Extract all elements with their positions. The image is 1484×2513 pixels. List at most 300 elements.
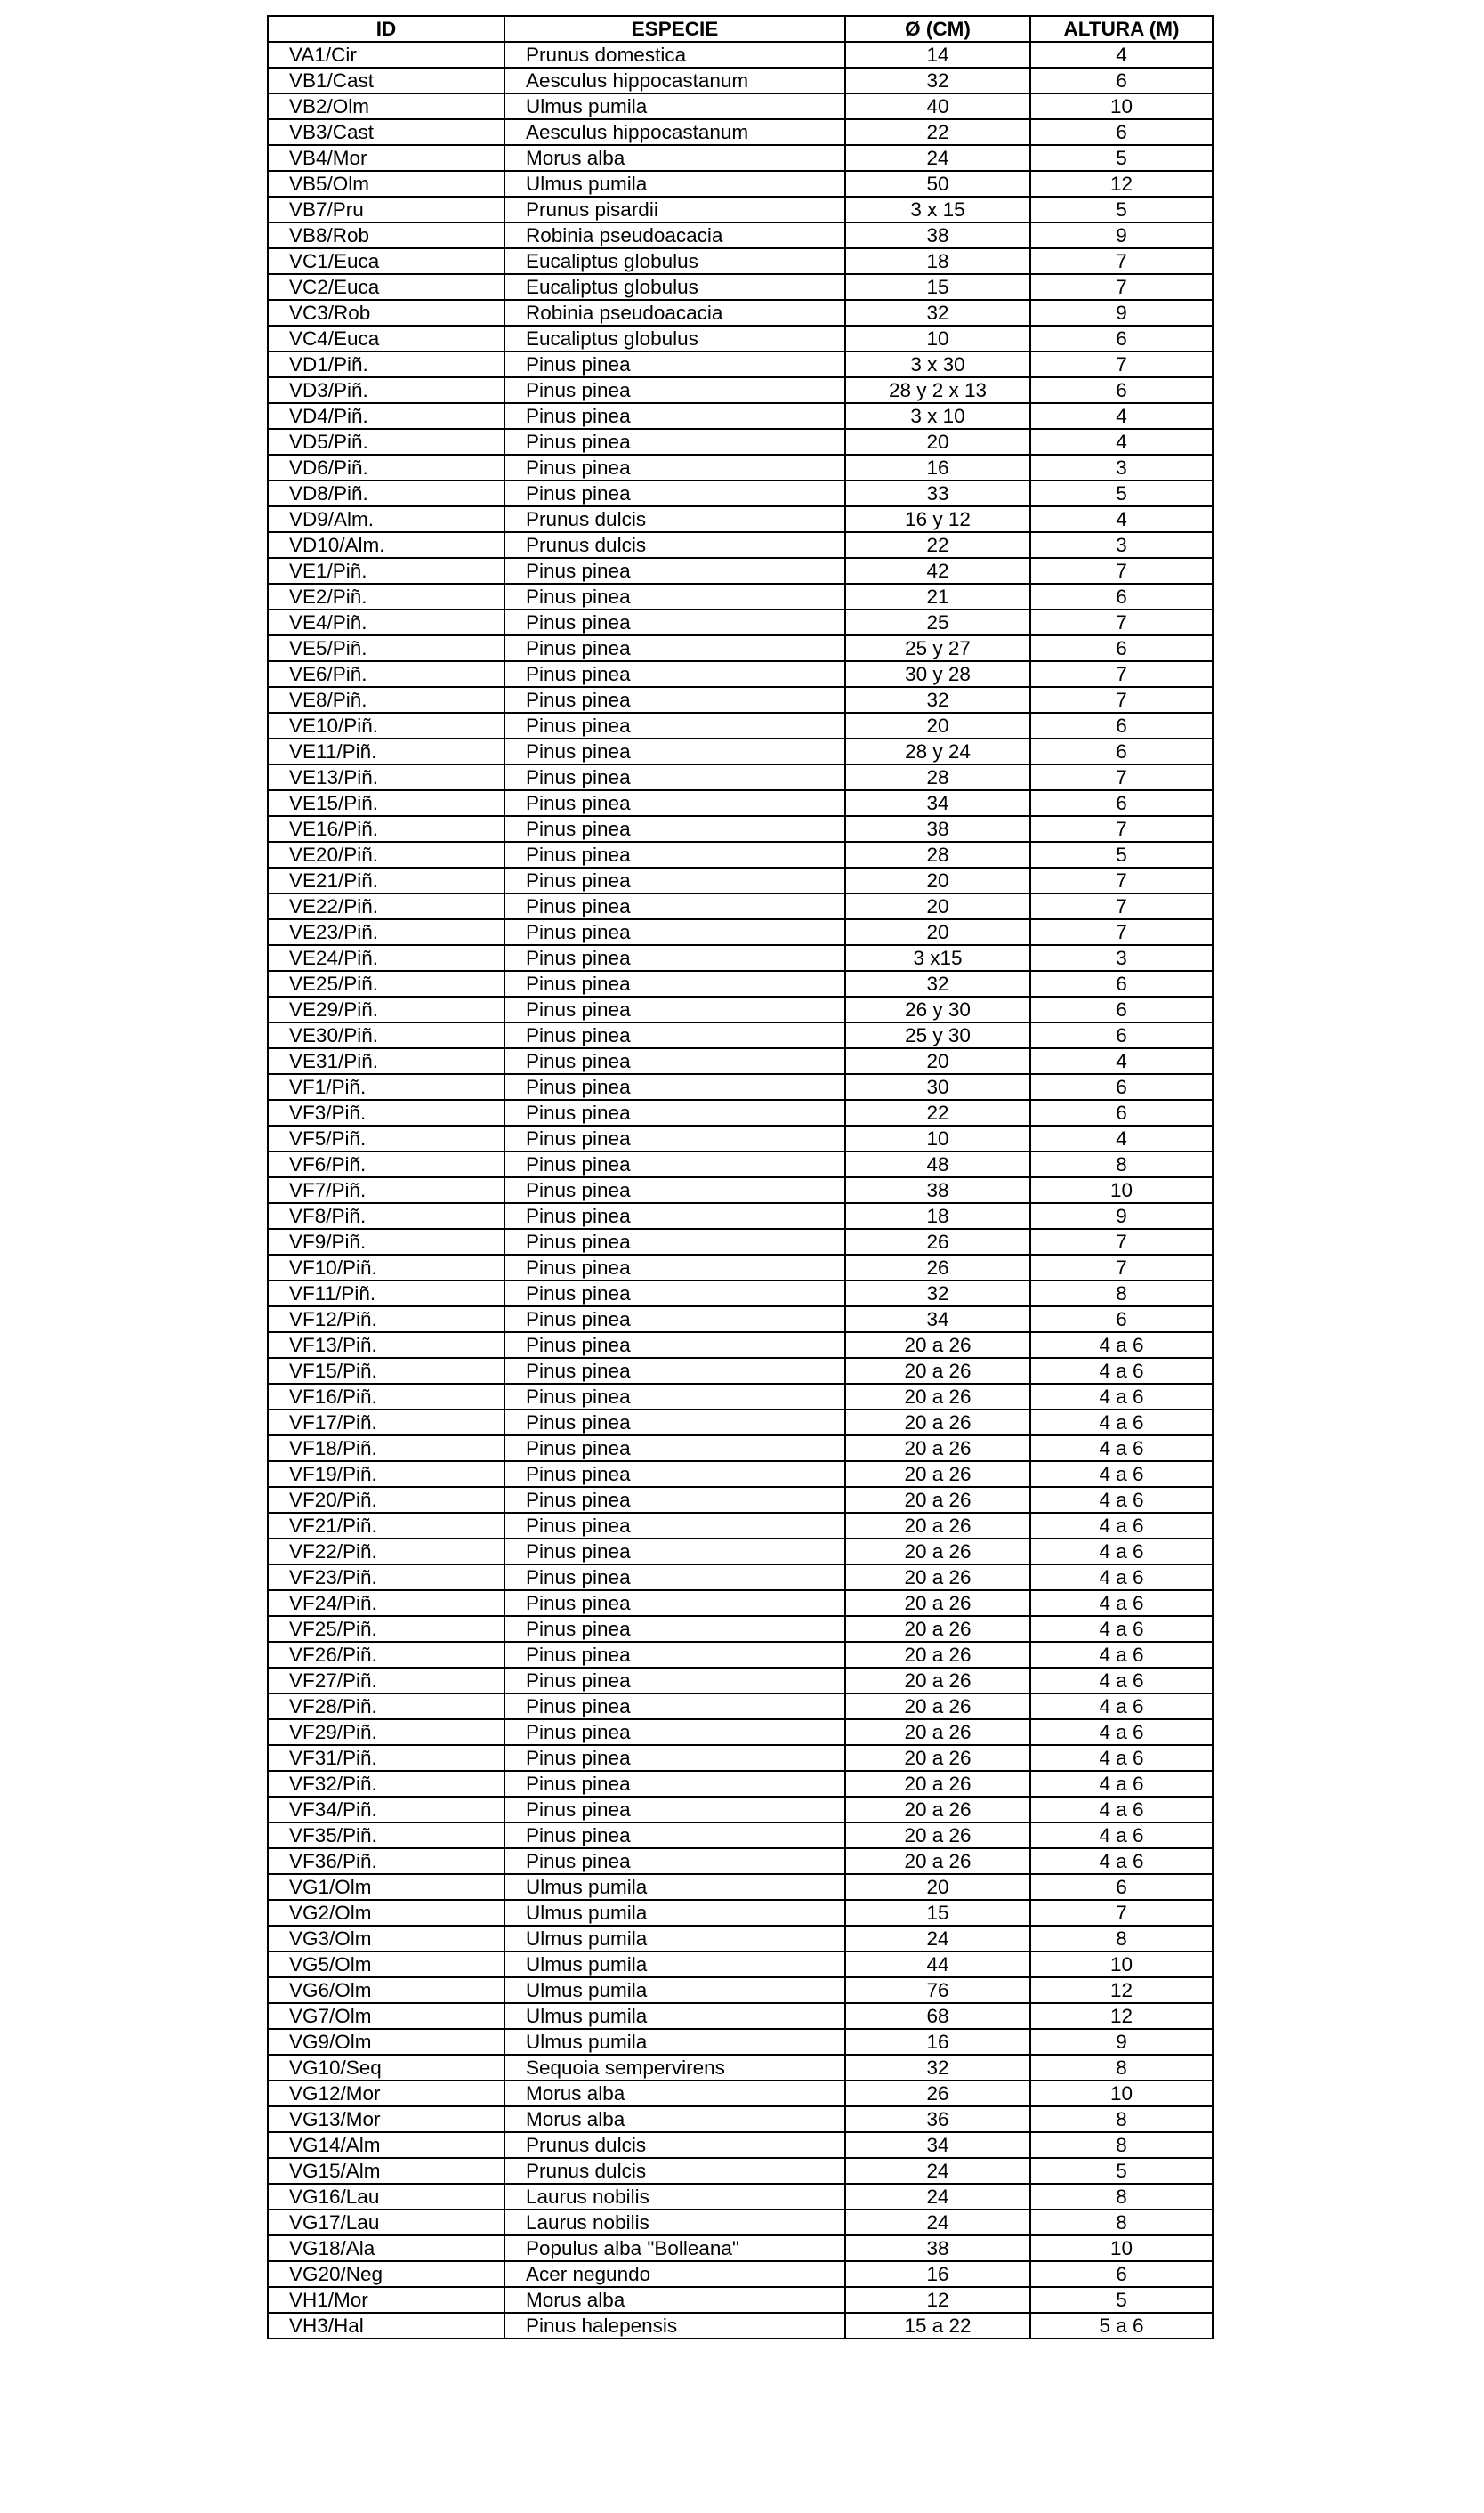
table-row (268, 1642, 1213, 1668)
cell-id: VF7/Piñ. (268, 1177, 504, 1203)
cell-especie: Pinus pinea (504, 945, 845, 971)
cell-id: VE31/Piñ. (268, 1048, 504, 1074)
table-row (268, 1719, 1213, 1745)
cell-id: VG7/Olm (268, 2003, 504, 2029)
cell-id: VF9/Piñ. (268, 1229, 504, 1255)
cell-diametro: 21 (845, 584, 1030, 610)
table-row (268, 713, 1213, 739)
cell-especie: Pinus pinea (504, 1410, 845, 1435)
table-row (268, 687, 1213, 713)
table-row (268, 1126, 1213, 1151)
cell-altura: 12 (1030, 2003, 1213, 2029)
cell-altura: 6 (1030, 377, 1213, 403)
table-row (268, 1151, 1213, 1177)
cell-id: VF23/Piñ. (268, 1564, 504, 1590)
cell-altura: 8 (1030, 2132, 1213, 2158)
cell-especie: Eucaliptus globulus (504, 326, 845, 351)
cell-diametro: 24 (845, 1926, 1030, 1951)
cell-altura: 4 a 6 (1030, 1435, 1213, 1461)
cell-altura: 4 a 6 (1030, 1564, 1213, 1590)
cell-especie: Acer negundo (504, 2261, 845, 2287)
table-row (268, 584, 1213, 610)
cell-altura: 6 (1030, 2261, 1213, 2287)
cell-id: VC2/Euca (268, 274, 504, 300)
cell-id: VF12/Piñ. (268, 1306, 504, 1332)
cell-id: VF8/Piñ. (268, 1203, 504, 1229)
cell-altura: 10 (1030, 2235, 1213, 2261)
cell-id: VG18/Ala (268, 2235, 504, 2261)
header-especie: ESPECIE (504, 16, 845, 42)
cell-altura: 8 (1030, 1281, 1213, 1306)
cell-id: VF18/Piñ. (268, 1435, 504, 1461)
cell-id: VE8/Piñ. (268, 687, 504, 713)
table-row (268, 971, 1213, 997)
cell-especie: Pinus pinea (504, 1048, 845, 1074)
cell-diametro: 32 (845, 1281, 1030, 1306)
cell-especie: Pinus pinea (504, 610, 845, 635)
table-row (268, 1771, 1213, 1797)
table-row (268, 635, 1213, 661)
table-row (268, 2132, 1213, 2158)
cell-altura: 6 (1030, 1306, 1213, 1332)
cell-diametro: 20 (845, 1048, 1030, 1074)
cell-altura: 8 (1030, 2210, 1213, 2235)
cell-diametro: 24 (845, 145, 1030, 171)
cell-diametro: 20 a 26 (845, 1642, 1030, 1668)
table-row (268, 1281, 1213, 1306)
table-row (268, 1513, 1213, 1539)
cell-diametro: 3 x 30 (845, 351, 1030, 377)
cell-altura: 6 (1030, 1874, 1213, 1900)
cell-especie: Ulmus pumila (504, 171, 845, 197)
cell-diametro: 20 a 26 (845, 1539, 1030, 1564)
table-row (268, 893, 1213, 919)
table-row (268, 1693, 1213, 1719)
cell-diametro: 44 (845, 1951, 1030, 1977)
cell-altura: 5 (1030, 842, 1213, 868)
cell-altura: 4 (1030, 506, 1213, 532)
cell-altura: 4 (1030, 403, 1213, 429)
cell-altura: 3 (1030, 945, 1213, 971)
cell-id: VE13/Piñ. (268, 764, 504, 790)
cell-diametro: 10 (845, 1126, 1030, 1151)
cell-id: VB7/Pru (268, 197, 504, 222)
cell-altura: 4 a 6 (1030, 1848, 1213, 1874)
cell-especie: Pinus pinea (504, 481, 845, 506)
cell-id: VE11/Piñ. (268, 739, 504, 764)
cell-especie: Pinus pinea (504, 1513, 845, 1539)
cell-id: VE1/Piñ. (268, 558, 504, 584)
table-row (268, 1203, 1213, 1229)
cell-especie: Pinus pinea (504, 1177, 845, 1203)
table-row (268, 1874, 1213, 1900)
table-row (268, 1977, 1213, 2003)
table-row (268, 842, 1213, 868)
cell-diametro: 48 (845, 1151, 1030, 1177)
cell-especie: Pinus pinea (504, 429, 845, 455)
cell-especie: Ulmus pumila (504, 1900, 845, 1926)
cell-diametro: 20 (845, 893, 1030, 919)
cell-altura: 4 a 6 (1030, 1822, 1213, 1848)
cell-altura: 7 (1030, 1229, 1213, 1255)
cell-id: VD10/Alm. (268, 532, 504, 558)
cell-altura: 3 (1030, 532, 1213, 558)
cell-altura: 6 (1030, 68, 1213, 93)
cell-altura: 7 (1030, 919, 1213, 945)
cell-diametro: 20 a 26 (845, 1384, 1030, 1410)
cell-id: VE5/Piñ. (268, 635, 504, 661)
cell-id: VA1/Cir (268, 42, 504, 68)
cell-diametro: 20 a 26 (845, 1771, 1030, 1797)
cell-id: VE22/Piñ. (268, 893, 504, 919)
cell-especie: Prunus dulcis (504, 532, 845, 558)
table-row (268, 119, 1213, 145)
cell-especie: Morus alba (504, 2081, 845, 2106)
cell-altura: 6 (1030, 971, 1213, 997)
cell-diametro: 20 a 26 (845, 1616, 1030, 1642)
table-row (268, 2055, 1213, 2081)
cell-especie: Morus alba (504, 2287, 845, 2313)
cell-id: VF26/Piñ. (268, 1642, 504, 1668)
cell-especie: Pinus pinea (504, 1461, 845, 1487)
cell-diametro: 26 (845, 2081, 1030, 2106)
cell-especie: Pinus pinea (504, 971, 845, 997)
cell-diametro: 20 (845, 429, 1030, 455)
cell-especie: Pinus pinea (504, 893, 845, 919)
cell-especie: Laurus nobilis (504, 2184, 845, 2210)
cell-especie: Laurus nobilis (504, 2210, 845, 2235)
cell-diametro: 38 (845, 816, 1030, 842)
cell-id: VG3/Olm (268, 1926, 504, 1951)
cell-especie: Prunus pisardii (504, 197, 845, 222)
cell-diametro: 3 x 10 (845, 403, 1030, 429)
cell-especie: Pinus pinea (504, 687, 845, 713)
cell-diametro: 24 (845, 2210, 1030, 2235)
cell-id: VF34/Piñ. (268, 1797, 504, 1822)
cell-especie: Sequoia sempervirens (504, 2055, 845, 2081)
cell-altura: 10 (1030, 1951, 1213, 1977)
cell-id: VF1/Piñ. (268, 1074, 504, 1100)
table-row (268, 222, 1213, 248)
cell-especie: Pinus pinea (504, 455, 845, 481)
cell-id: VF29/Piñ. (268, 1719, 504, 1745)
cell-diametro: 32 (845, 971, 1030, 997)
cell-id: VE4/Piñ. (268, 610, 504, 635)
tree-inventory-table (267, 15, 1214, 2339)
cell-altura: 7 (1030, 816, 1213, 842)
cell-especie: Pinus pinea (504, 1151, 845, 1177)
cell-altura: 9 (1030, 1203, 1213, 1229)
cell-altura: 4 a 6 (1030, 1384, 1213, 1410)
cell-especie: Prunus dulcis (504, 2132, 845, 2158)
cell-diametro: 18 (845, 248, 1030, 274)
cell-diametro: 25 (845, 610, 1030, 635)
cell-diametro: 20 a 26 (845, 1461, 1030, 1487)
cell-id: VE29/Piñ. (268, 997, 504, 1022)
table-row (268, 197, 1213, 222)
cell-especie: Pinus pinea (504, 1074, 845, 1100)
cell-altura: 7 (1030, 1900, 1213, 1926)
cell-id: VE30/Piñ. (268, 1022, 504, 1048)
cell-altura: 8 (1030, 1926, 1213, 1951)
cell-altura: 7 (1030, 764, 1213, 790)
table-body (268, 42, 1213, 2339)
cell-diametro: 40 (845, 93, 1030, 119)
cell-diametro: 20 a 26 (845, 1435, 1030, 1461)
cell-id: VD9/Alm. (268, 506, 504, 532)
cell-especie: Pinus pinea (504, 868, 845, 893)
cell-id: VD6/Piñ. (268, 455, 504, 481)
cell-altura: 6 (1030, 1100, 1213, 1126)
table-row (268, 1358, 1213, 1384)
cell-diametro: 12 (845, 2287, 1030, 2313)
cell-especie: Aesculus hippocastanum (504, 68, 845, 93)
cell-diametro: 76 (845, 1977, 1030, 2003)
table-row (268, 455, 1213, 481)
cell-diametro: 33 (845, 481, 1030, 506)
cell-diametro: 34 (845, 790, 1030, 816)
cell-diametro: 20 a 26 (845, 1513, 1030, 1539)
cell-especie: Pinus pinea (504, 1771, 845, 1797)
cell-diametro: 68 (845, 2003, 1030, 2029)
table-row (268, 2210, 1213, 2235)
cell-diametro: 20 a 26 (845, 1693, 1030, 1719)
cell-altura: 4 a 6 (1030, 1332, 1213, 1358)
cell-diametro: 26 (845, 1229, 1030, 1255)
cell-id: VF36/Piñ. (268, 1848, 504, 1874)
cell-id: VF32/Piñ. (268, 1771, 504, 1797)
cell-diametro: 30 y 28 (845, 661, 1030, 687)
cell-altura: 4 a 6 (1030, 1539, 1213, 1564)
cell-altura: 6 (1030, 739, 1213, 764)
cell-altura: 8 (1030, 2106, 1213, 2132)
cell-id: VD3/Piñ. (268, 377, 504, 403)
cell-id: VH3/Hal (268, 2313, 504, 2339)
cell-diametro: 25 y 27 (845, 635, 1030, 661)
cell-especie: Ulmus pumila (504, 1926, 845, 1951)
header-id: ID (268, 16, 504, 42)
cell-diametro: 42 (845, 558, 1030, 584)
cell-especie: Eucaliptus globulus (504, 248, 845, 274)
table-row (268, 1177, 1213, 1203)
table-row (268, 558, 1213, 584)
cell-especie: Prunus dulcis (504, 2158, 845, 2184)
cell-id: VE15/Piñ. (268, 790, 504, 816)
cell-especie: Pinus pinea (504, 351, 845, 377)
table-header-row (268, 16, 1213, 42)
cell-especie: Pinus pinea (504, 790, 845, 816)
cell-id: VF25/Piñ. (268, 1616, 504, 1642)
cell-altura: 7 (1030, 351, 1213, 377)
cell-altura: 6 (1030, 1074, 1213, 1100)
table-row (268, 2313, 1213, 2339)
cell-altura: 5 a 6 (1030, 2313, 1213, 2339)
cell-altura: 4 a 6 (1030, 1513, 1213, 1539)
cell-id: VF35/Piñ. (268, 1822, 504, 1848)
cell-altura: 4 (1030, 1126, 1213, 1151)
table-row (268, 274, 1213, 300)
cell-diametro: 20 a 26 (845, 1358, 1030, 1384)
cell-diametro: 50 (845, 171, 1030, 197)
cell-altura: 4 a 6 (1030, 1358, 1213, 1384)
cell-id: VB4/Mor (268, 145, 504, 171)
cell-diametro: 20 a 26 (845, 1487, 1030, 1513)
table-row (268, 1564, 1213, 1590)
cell-altura: 3 (1030, 455, 1213, 481)
cell-altura: 6 (1030, 119, 1213, 145)
table-row (268, 1461, 1213, 1487)
cell-id: VE6/Piñ. (268, 661, 504, 687)
cell-diametro: 32 (845, 687, 1030, 713)
cell-diametro: 20 a 26 (845, 1332, 1030, 1358)
cell-altura: 7 (1030, 893, 1213, 919)
cell-altura: 5 (1030, 2287, 1213, 2313)
cell-id: VD4/Piñ. (268, 403, 504, 429)
cell-id: VD5/Piñ. (268, 429, 504, 455)
cell-altura: 6 (1030, 997, 1213, 1022)
cell-id: VF3/Piñ. (268, 1100, 504, 1126)
cell-diametro: 38 (845, 222, 1030, 248)
cell-altura: 4 a 6 (1030, 1693, 1213, 1719)
cell-id: VF11/Piñ. (268, 1281, 504, 1306)
cell-especie: Ulmus pumila (504, 93, 845, 119)
cell-especie: Aesculus hippocastanum (504, 119, 845, 145)
cell-altura: 8 (1030, 1151, 1213, 1177)
cell-id: VG1/Olm (268, 1874, 504, 1900)
cell-id: VF16/Piñ. (268, 1384, 504, 1410)
cell-diametro: 20 a 26 (845, 1410, 1030, 1435)
table-row (268, 403, 1213, 429)
cell-diametro: 26 (845, 1255, 1030, 1281)
header-diametro: Ø (CM) (845, 16, 1030, 42)
table-row (268, 1229, 1213, 1255)
cell-diametro: 3 x 15 (845, 197, 1030, 222)
cell-id: VF17/Piñ. (268, 1410, 504, 1435)
cell-especie: Pinus pinea (504, 1435, 845, 1461)
table-row (268, 2184, 1213, 2210)
cell-especie: Pinus pinea (504, 1693, 845, 1719)
cell-especie: Pinus pinea (504, 842, 845, 868)
cell-especie: Pinus pinea (504, 1229, 845, 1255)
table-row (268, 68, 1213, 93)
cell-id: VG15/Alm (268, 2158, 504, 2184)
table-row (268, 1306, 1213, 1332)
cell-diametro: 20 a 26 (845, 1719, 1030, 1745)
cell-id: VB5/Olm (268, 171, 504, 197)
cell-altura: 6 (1030, 635, 1213, 661)
cell-altura: 7 (1030, 274, 1213, 300)
cell-especie: Pinus pinea (504, 739, 845, 764)
cell-altura: 4 a 6 (1030, 1719, 1213, 1745)
cell-id: VB1/Cast (268, 68, 504, 93)
cell-especie: Pinus pinea (504, 1332, 845, 1358)
cell-diametro: 28 (845, 842, 1030, 868)
cell-id: VE23/Piñ. (268, 919, 504, 945)
cell-especie: Pinus pinea (504, 1306, 845, 1332)
cell-diametro: 20 a 26 (845, 1822, 1030, 1848)
cell-especie: Pinus pinea (504, 1564, 845, 1590)
cell-altura: 12 (1030, 1977, 1213, 2003)
cell-altura: 7 (1030, 661, 1213, 687)
cell-id: VF27/Piñ. (268, 1668, 504, 1693)
cell-especie: Pinus pinea (504, 1100, 845, 1126)
cell-especie: Pinus pinea (504, 1487, 845, 1513)
cell-especie: Pinus pinea (504, 584, 845, 610)
cell-altura: 9 (1030, 2029, 1213, 2055)
table-row (268, 790, 1213, 816)
cell-id: VF15/Piñ. (268, 1358, 504, 1384)
cell-diametro: 22 (845, 1100, 1030, 1126)
table-row (268, 1074, 1213, 1100)
cell-especie: Robinia pseudoacacia (504, 222, 845, 248)
cell-altura: 7 (1030, 558, 1213, 584)
table-row (268, 429, 1213, 455)
cell-especie: Pinus pinea (504, 403, 845, 429)
cell-id: VC3/Rob (268, 300, 504, 326)
cell-altura: 10 (1030, 93, 1213, 119)
table-row (268, 377, 1213, 403)
table-row (268, 2003, 1213, 2029)
cell-diametro: 28 y 24 (845, 739, 1030, 764)
cell-especie: Prunus dulcis (504, 506, 845, 532)
cell-id: VG12/Mor (268, 2081, 504, 2106)
table-row (268, 945, 1213, 971)
cell-altura: 7 (1030, 248, 1213, 274)
cell-altura: 4 (1030, 1048, 1213, 1074)
cell-altura: 9 (1030, 300, 1213, 326)
table-row (268, 171, 1213, 197)
cell-especie: Pinus pinea (504, 1848, 845, 1874)
cell-especie: Pinus pinea (504, 377, 845, 403)
cell-diametro: 36 (845, 2106, 1030, 2132)
cell-especie: Pinus pinea (504, 1668, 845, 1693)
cell-diametro: 18 (845, 1203, 1030, 1229)
cell-altura: 6 (1030, 790, 1213, 816)
cell-altura: 4 a 6 (1030, 1590, 1213, 1616)
table-row (268, 1822, 1213, 1848)
cell-diametro: 16 (845, 2261, 1030, 2287)
cell-especie: Pinus pinea (504, 661, 845, 687)
table-row (268, 2235, 1213, 2261)
cell-diametro: 15 (845, 1900, 1030, 1926)
cell-diametro: 16 y 12 (845, 506, 1030, 532)
table-row (268, 1951, 1213, 1977)
cell-diametro: 34 (845, 2132, 1030, 2158)
cell-altura: 5 (1030, 481, 1213, 506)
table-row (268, 1797, 1213, 1822)
cell-diametro: 16 (845, 2029, 1030, 2055)
table-row (268, 1900, 1213, 1926)
table-row (268, 919, 1213, 945)
cell-especie: Pinus halepensis (504, 2313, 845, 2339)
table-row (268, 248, 1213, 274)
cell-altura: 5 (1030, 2158, 1213, 2184)
cell-id: VC4/Euca (268, 326, 504, 351)
cell-id: VE21/Piñ. (268, 868, 504, 893)
cell-id: VG10/Seq (268, 2055, 504, 2081)
cell-id: VF5/Piñ. (268, 1126, 504, 1151)
cell-diametro: 25 y 30 (845, 1022, 1030, 1048)
cell-diametro: 15 (845, 274, 1030, 300)
cell-altura: 5 (1030, 145, 1213, 171)
cell-diametro: 20 a 26 (845, 1564, 1030, 1590)
cell-altura: 4 a 6 (1030, 1410, 1213, 1435)
cell-id: VD1/Piñ. (268, 351, 504, 377)
cell-especie: Pinus pinea (504, 1022, 845, 1048)
cell-especie: Ulmus pumila (504, 1951, 845, 1977)
table-row (268, 1590, 1213, 1616)
cell-especie: Pinus pinea (504, 1255, 845, 1281)
